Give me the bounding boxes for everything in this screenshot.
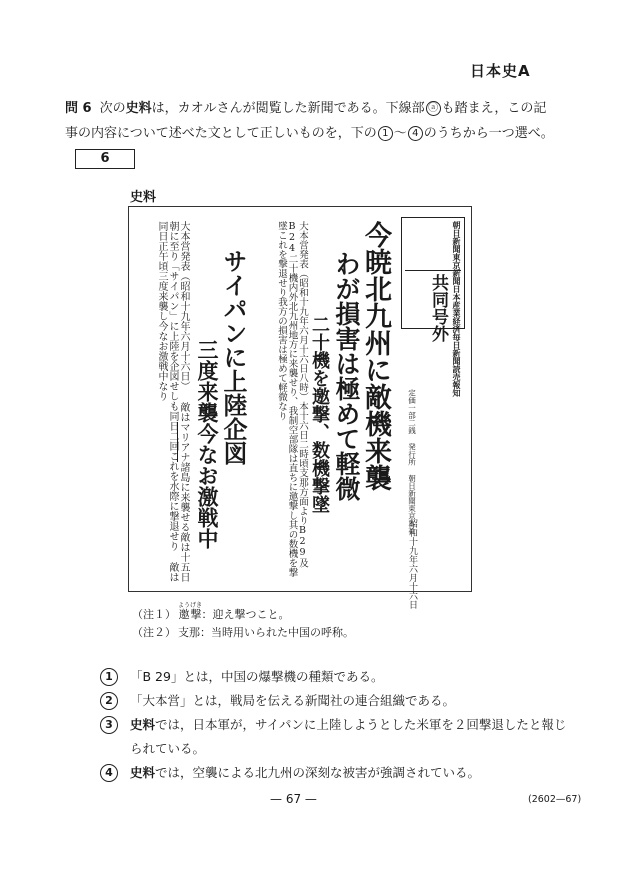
answer-box[interactable]: 6	[75, 149, 135, 169]
question-shiryo-word: 史料	[125, 101, 152, 116]
underlined-mariana: マリアナ	[178, 422, 189, 462]
note-2: （注２） 支那：当時用いられた中国の呼称。	[132, 626, 354, 639]
newspaper-masthead	[401, 217, 465, 397]
choice-1[interactable]: 1 「B 29」とは，中国の爆撃機の種類である。	[100, 665, 570, 689]
masthead-papers: 朝日新聞東京新聞日本産業経済毎日新聞読売報知	[452, 221, 462, 397]
newspaper-date: 昭和十九年六月十六日	[407, 519, 417, 609]
notes-block	[132, 602, 354, 642]
headline-1: 今暁北九州に敵機来襲	[360, 221, 391, 491]
headline-5: 三度来襲今なお激戦中	[195, 339, 220, 549]
question-text-4: のうちから一つ選べ。	[423, 126, 554, 141]
question-text-3: も踏まえ，この記事の内容について述べた文として正しいものを，下の	[65, 101, 547, 141]
subject-title: 日本史A	[470, 62, 531, 80]
masthead-divider	[405, 270, 461, 271]
article-body-1: 大本営発表（昭和十九年六月十六日八時）本十六日二時頃支那方面よりB29及B24二十機内外北九州地方に来襲せり、我制空部隊は直ちに邀撃し其の数機を撃墜これを撃退せり我方の損害は極めて軽微なり	[276, 221, 308, 577]
choice-3[interactable]: 3 史料では，日本軍が，サイパンに上陸しようとした米軍を２回撃退したと報じられている。	[100, 713, 570, 761]
headline-4: サイパンに上陸企図	[219, 249, 248, 465]
page-code: (2602—67)	[528, 794, 582, 805]
underline-mark-a: ⓐ	[426, 101, 441, 116]
question-text-2: は，カオルさんが閲覧した新聞である。下線部	[151, 101, 425, 116]
choice-4[interactable]: 4 史料では，空襲による北九州の深刻な被害が強調されている。	[100, 761, 570, 785]
note-1: （注１） 邀撃ようげき：迎え撃つこと。	[132, 602, 290, 621]
question-number: 問 6	[65, 101, 92, 116]
headline-3: 二十機を邀撃、数機撃墜	[309, 315, 330, 513]
article-body-2: 大本営発表（昭和十九年六月十六日） 敵はマリアナ諸島に来襲せる敵は十五日朝に至り「サイパン」に上陸を企図せしも同日二回これを水際に撃退せり 敵は同日正午頃三度来襲し今なお激戦中なり	[156, 221, 189, 582]
range-start-circle: 1	[378, 126, 393, 141]
question-block	[65, 96, 555, 171]
source-label: 史料	[130, 190, 157, 205]
masthead-title: 共同号外	[428, 274, 448, 342]
page-number: — 67 —	[270, 792, 317, 806]
question-text-1: 次の	[99, 101, 126, 116]
headline-2: わが損害は極めて軽微	[332, 251, 361, 501]
range-end-circle: 4	[408, 126, 423, 141]
newspaper-image	[128, 206, 472, 609]
range-tilde: ～	[393, 126, 407, 141]
choice-2[interactable]: 2 「大本営」とは，戦局を伝える新聞社の連合組織である。	[100, 689, 570, 713]
answer-choices	[100, 665, 570, 785]
newspaper-colophon: 定価一部二銭 発行所 朝日新聞東京本社	[407, 389, 417, 535]
